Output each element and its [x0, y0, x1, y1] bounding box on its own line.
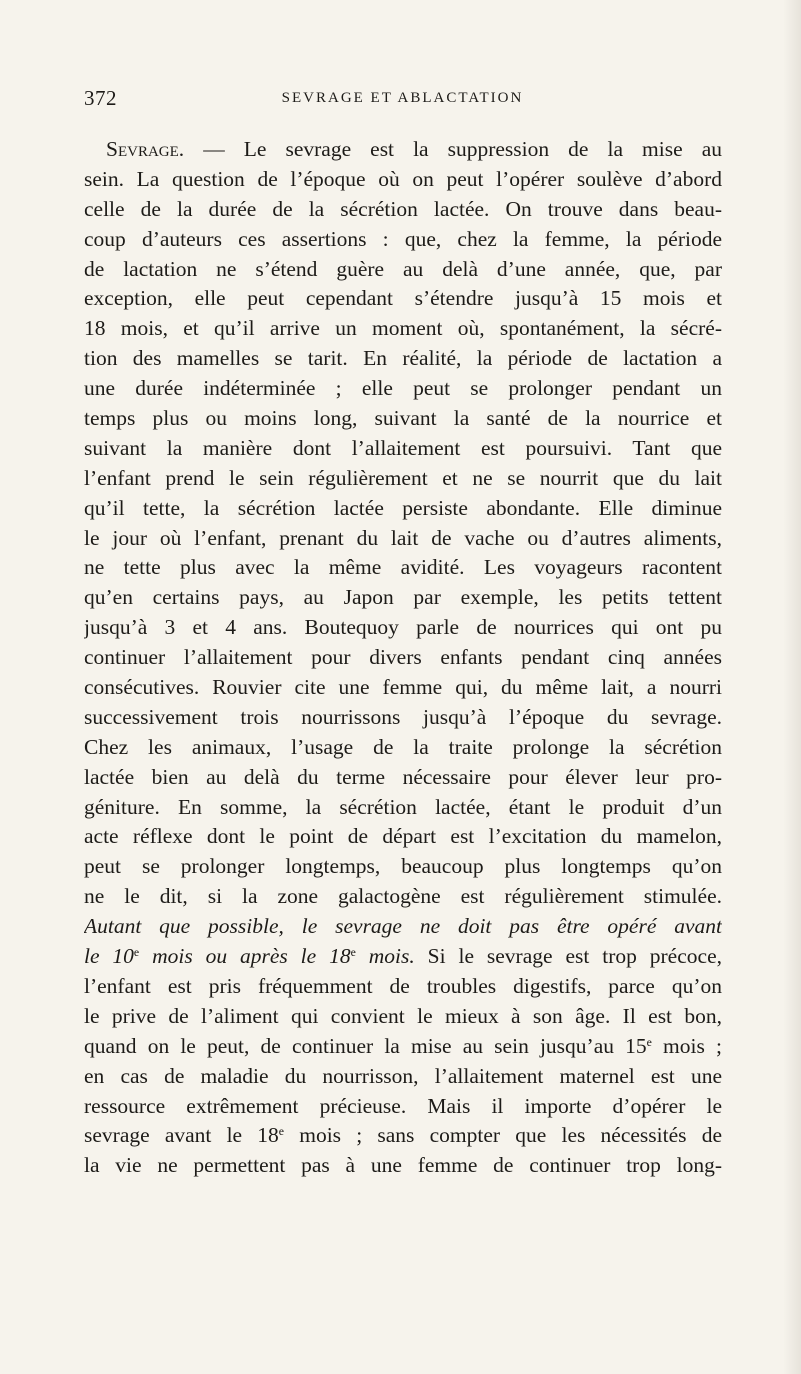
text-line	[84, 1151, 722, 1181]
text-line	[84, 165, 722, 195]
text-line	[84, 822, 722, 852]
text-segment: ne le dit, si la zone galactogène est régulièrement stimulée.	[84, 884, 722, 909]
text-segment: 18 mois, et qu’il arrive un moment où, spontanément, la sécré-	[84, 316, 722, 341]
text-segment: jusqu’à 3 et 4 ans. Boutequoy parle de nourrices qui ont pu	[84, 615, 722, 640]
text-segment: qu’en certains pays, au Japon par exemple, les petits tettent	[84, 585, 722, 610]
text-line	[84, 882, 722, 912]
text-line	[84, 553, 722, 583]
text-segment: l’enfant prend le sein régulièrement et ne se nourrit que du lait	[84, 465, 722, 490]
text-segment: géniture. En somme, la sécrétion lactée, étant le produit d’un	[84, 794, 722, 819]
text-segment: ressource extrêmement précieuse. Mais il importe d’opérer le	[84, 1093, 722, 1118]
text-line	[84, 763, 722, 793]
text-line	[84, 464, 722, 494]
text-segment: en cas de maladie du nourrisson, l’allaitement maternel est une	[84, 1063, 722, 1088]
text-line	[84, 583, 722, 613]
text-segment: e	[133, 944, 140, 959]
text-segment: tion des mamelles se tarit. En réalité, la période de lactation a	[84, 346, 722, 371]
text-line	[84, 912, 722, 942]
text-line	[84, 284, 722, 314]
text-segment: lactée bien au delà du terme nécessaire pour élever leur pro-	[84, 764, 722, 789]
page-edge-shadow	[783, 0, 801, 1374]
text-line	[84, 703, 722, 733]
text-line	[84, 942, 722, 972]
text-line	[84, 733, 722, 763]
text-segment: le prive de l’aliment qui convient le mieux à son âge. Il est bon,	[84, 1003, 722, 1028]
text-segment: exception, elle peut cependant s’étendre jusqu’à 15 mois et	[84, 286, 722, 311]
text-line	[84, 494, 722, 524]
body-text	[84, 135, 722, 1181]
page-header	[84, 86, 721, 112]
text-segment: e	[278, 1124, 285, 1139]
text-line	[84, 1002, 722, 1032]
text-line	[84, 613, 722, 643]
text-segment: quand on le peut, de continuer la mise au sein jusqu’au 15	[84, 1033, 647, 1058]
text-segment: Chez les animaux, l’usage de la traite prolonge la sécrétion	[84, 734, 722, 759]
text-line	[84, 135, 722, 165]
text-line	[84, 344, 722, 374]
text-line	[84, 972, 722, 1002]
text-segment: Autant que possible, le sevrage ne doit pas être opéré avant	[84, 914, 722, 939]
running-head: SEVRAGE ET ABLACTATION	[281, 90, 524, 106]
text-segment: continuer l’allaitement pour divers enfants pendant cinq années	[84, 645, 722, 670]
text-segment: e	[646, 1034, 652, 1049]
text-segment: mois ou après le 18	[139, 944, 351, 969]
text-line	[84, 314, 722, 344]
text-segment: une durée indéterminée ; elle peut se prolonger pendant un	[84, 376, 722, 401]
text-line	[84, 1121, 722, 1151]
text-line	[84, 195, 722, 225]
text-segment: ne tette plus avec la même avidité. Les voyageurs racontent	[84, 555, 722, 580]
text-line	[84, 225, 722, 255]
text-segment: Sevrage.	[106, 137, 185, 161]
text-segment: mois ;	[651, 1033, 722, 1058]
text-segment: de lactation ne s’étend guère au delà d’une année, que, par	[84, 256, 722, 281]
text-segment: sevrage avant le 18	[84, 1123, 279, 1148]
text-segment: sein. La question de l’époque où on peut l’opérer soulève d’abord	[84, 166, 722, 191]
text-line	[84, 255, 722, 285]
text-line	[84, 673, 722, 703]
text-segment: la vie ne permettent pas à une femme de continuer trop long-	[84, 1153, 722, 1178]
text-segment: qu’il tette, la sécrétion lactée persiste abondante. Elle diminue	[84, 495, 722, 520]
text-line	[84, 374, 722, 404]
text-line	[84, 1092, 722, 1122]
text-segment: celle de la durée de la sécrétion lactée. On trouve dans beau-	[84, 196, 722, 221]
text-segment: temps plus ou moins long, suivant la santé de la nourrice et	[84, 406, 722, 431]
text-line	[84, 1032, 722, 1062]
text-line	[84, 434, 722, 464]
text-segment: — Le sevrage est la suppression de la mise au	[184, 137, 722, 161]
text-line	[84, 793, 722, 823]
text-segment: consécutives. Rouvier cite une femme qui, du même lait, a nourri	[84, 675, 722, 700]
text-segment: suivant la manière dont l’allaitement est poursuivi. Tant que	[84, 435, 722, 460]
text-segment: l’enfant est pris fréquemment de troubles digestifs, parce qu’on	[84, 973, 722, 998]
text-segment: mois.	[355, 944, 415, 969]
text-segment: e	[350, 944, 356, 959]
text-segment: successivement trois nourrissons jusqu’à l’époque du sevrage.	[84, 704, 722, 729]
text-line	[84, 524, 722, 554]
text-line	[84, 404, 722, 434]
text-line	[84, 643, 722, 673]
text-segment: coup d’auteurs ces assertions : que, chez la femme, la période	[84, 226, 722, 251]
text-segment: mois ; sans compter que les nécessités de	[284, 1123, 722, 1148]
text-segment: Si le sevrage est trop précoce,	[414, 944, 722, 969]
text-segment: peut se prolonger longtemps, beaucoup plus longtemps qu’on	[84, 854, 722, 879]
text-line	[84, 1062, 722, 1092]
page-number: 372	[84, 86, 117, 110]
text-line	[84, 852, 722, 882]
text-segment: le jour où l’enfant, prenant du lait de vache ou d’autres aliments,	[84, 525, 722, 550]
text-segment: acte réflexe dont le point de départ est l’excitation du mamelon,	[84, 824, 722, 849]
text-segment: le 10	[84, 944, 134, 969]
